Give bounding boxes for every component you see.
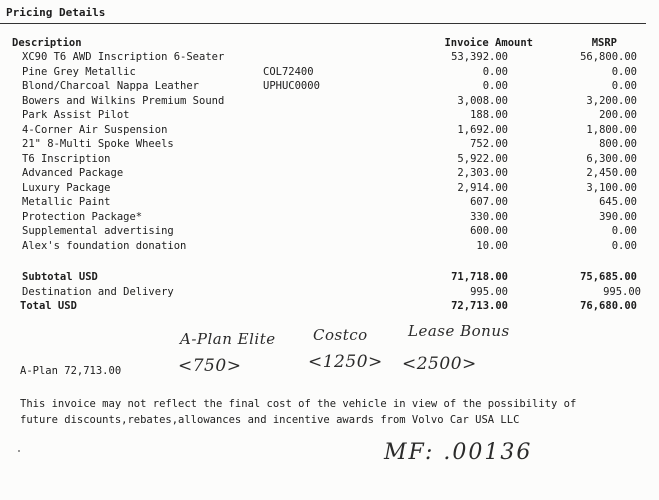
section-title: Pricing Details — [6, 6, 106, 19]
line-items — [0, 50, 659, 253]
row-invoice: 3,008.00 — [457, 94, 508, 107]
subtotal-invoice: 71,718.00 — [451, 271, 508, 283]
row-msrp: 6,300.00 — [586, 152, 637, 165]
table-header — [0, 36, 659, 51]
row-invoice: 2,914.00 — [457, 181, 508, 194]
table-row — [0, 94, 659, 109]
subtotal-row — [0, 270, 659, 285]
title-divider — [0, 23, 646, 24]
row-description: Protection Package* — [22, 210, 143, 223]
row-description: Pine Grey Metallic — [22, 65, 136, 78]
row-invoice: 2,303.00 — [457, 167, 508, 179]
table-row — [0, 108, 659, 123]
table-row — [0, 123, 659, 138]
handwritten-lease-bonus-value: <2500> — [402, 354, 477, 374]
row-msrp: 3,100.00 — [586, 181, 637, 194]
aplan-line: A-Plan 72,713.00 — [20, 365, 122, 377]
handwritten-lease-bonus-label: Lease Bonus — [408, 322, 510, 340]
row-invoice: 5,922.00 — [457, 152, 508, 165]
table-row — [0, 50, 659, 65]
handwritten-costco-value: <1250> — [308, 352, 383, 372]
row-invoice: 330.00 — [470, 210, 508, 223]
row-msrp: 200.00 — [599, 109, 637, 121]
subtotal-label: Subtotal USD — [22, 271, 98, 283]
row-invoice: 1,692.00 — [457, 123, 508, 136]
stray-mark — [18, 450, 20, 452]
row-invoice: 600.00 — [470, 225, 508, 237]
table-row — [0, 65, 659, 80]
row-msrp: 0.00 — [611, 80, 637, 92]
header-description: Description — [12, 37, 82, 49]
total-label: Total USD — [20, 300, 77, 312]
row-description: Alex's foundation donation — [22, 239, 187, 252]
table-row — [0, 137, 659, 152]
table-row — [0, 224, 659, 239]
row-invoice: 0.00 — [482, 80, 508, 92]
destination-row — [0, 285, 659, 300]
row-msrp: 800.00 — [599, 138, 637, 150]
row-description: T6 Inscription — [22, 152, 111, 165]
row-code: COL72400 — [263, 65, 314, 78]
row-msrp: 645.00 — [599, 196, 637, 208]
row-description: Advanced Package — [22, 167, 124, 179]
table-row — [0, 181, 659, 196]
handwritten-costco-label: Costco — [313, 326, 368, 344]
header-invoice: Invoice Amount — [444, 37, 533, 49]
row-description: Supplemental advertising — [22, 225, 174, 237]
row-msrp: 2,450.00 — [586, 167, 637, 179]
table-row — [0, 239, 659, 254]
destination-label: Destination and Delivery — [22, 285, 174, 298]
row-description: Bowers and Wilkins Premium Sound — [22, 94, 225, 107]
row-description: Luxury Package — [22, 181, 111, 194]
row-msrp: 0.00 — [611, 65, 637, 78]
destination-invoice: 995.00 — [470, 285, 508, 298]
table-row — [0, 210, 659, 225]
row-msrp: 1,800.00 — [586, 123, 637, 136]
disclaimer-line-2: future discounts,rebates,allowances and incentive awards from Volvo Car USA LLC — [20, 414, 520, 426]
row-description: Blond/Charcoal Nappa Leather — [22, 80, 200, 92]
row-msrp: 0.00 — [611, 225, 637, 237]
row-invoice: 607.00 — [470, 196, 508, 208]
row-description: 4-Corner Air Suspension — [22, 123, 168, 136]
row-msrp: 56,800.00 — [580, 51, 637, 63]
disclaimer — [20, 396, 576, 428]
row-msrp: 390.00 — [599, 210, 637, 223]
table-row — [0, 195, 659, 210]
disclaimer-line-1: This invoice may not reflect the final cost of the vehicle in view of the possibility of — [20, 398, 577, 410]
table-row — [0, 79, 659, 94]
row-description: XC90 T6 AWD Inscription 6-Seater — [22, 51, 225, 63]
row-invoice: 752.00 — [470, 138, 508, 150]
row-invoice: 10.00 — [476, 239, 508, 252]
handwritten-aplan-elite-value: <750> — [178, 356, 242, 376]
row-invoice: 0.00 — [482, 65, 508, 78]
row-invoice: 188.00 — [470, 109, 508, 121]
row-description: Park Assist Pilot — [22, 109, 130, 121]
row-invoice: 53,392.00 — [451, 51, 508, 63]
table-row — [0, 166, 659, 181]
handwritten-money-factor: MF: .00136 — [384, 440, 533, 465]
row-msrp: 3,200.00 — [586, 94, 637, 107]
handwritten-aplan-elite-label: A-Plan Elite — [180, 330, 276, 348]
row-description: Metallic Paint — [22, 196, 111, 208]
row-code: UPHUC0000 — [263, 80, 320, 92]
destination-msrp: 995.00 — [603, 285, 641, 298]
row-msrp: 0.00 — [611, 239, 637, 252]
table-row — [0, 152, 659, 167]
row-description: 21" 8-Multi Spoke Wheels — [22, 138, 174, 150]
total-invoice: 72,713.00 — [451, 300, 508, 312]
header-msrp: MSRP — [591, 37, 617, 49]
subtotal-msrp: 75,685.00 — [580, 271, 637, 283]
total-msrp: 76,680.00 — [580, 300, 637, 312]
totals-block — [0, 270, 659, 314]
total-row — [0, 299, 659, 314]
